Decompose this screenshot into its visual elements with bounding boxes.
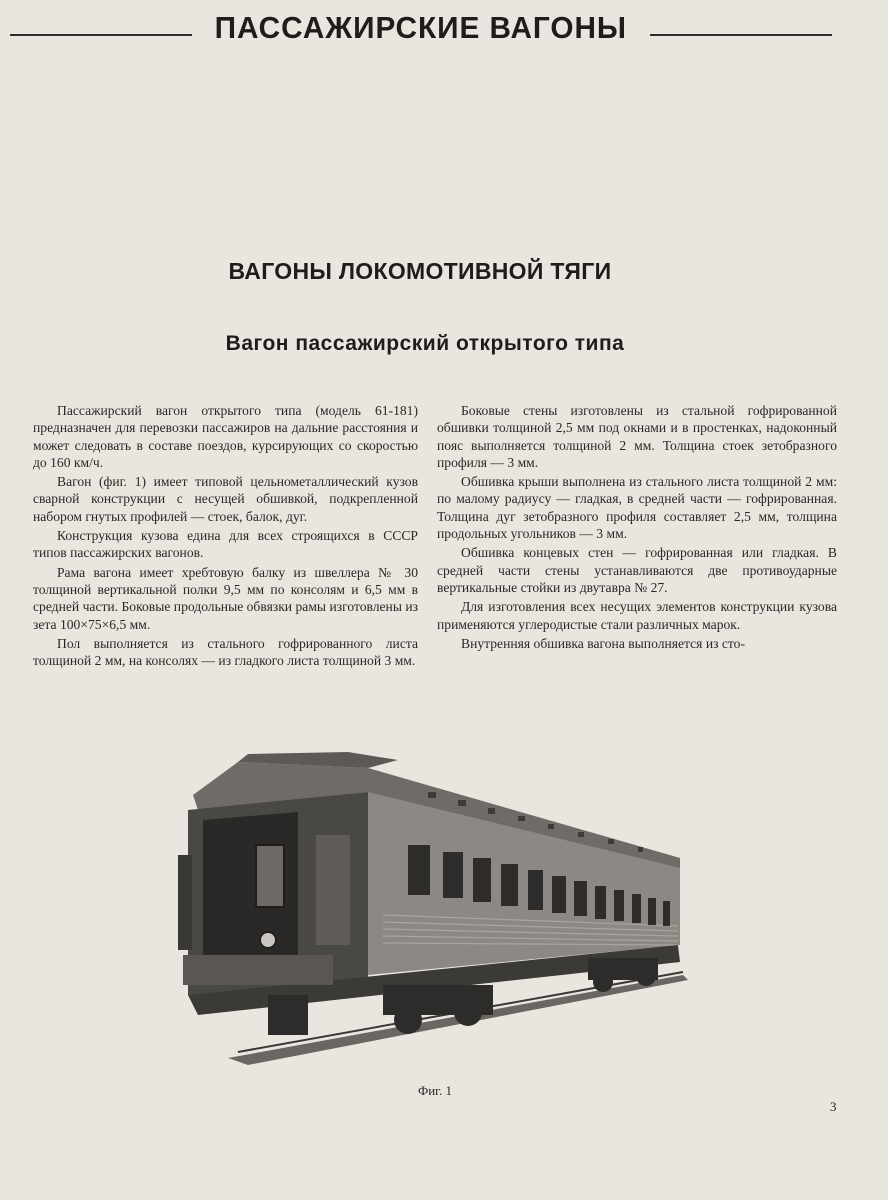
paragraph: Пол выполняется из стального гофрированного листа толщиной 2 мм, на консолях — из гладкого листа толщиной 3 мм.: [33, 635, 418, 669]
paragraph: Обшивка концевых стен — гофрированная или гладкая. В средней части стены устанавливаются две противоударные вертикальные стойки из двутавра № 27.: [437, 545, 837, 595]
paragraph: Пассажирский вагон открытого типа (модель 61-181) предназначен для перевозки пассажиров на дальние расстояния и может следовать в составе поездов, курсирующих со скоростью до 160 км/ч.: [33, 403, 418, 470]
header-rule-right: [650, 34, 832, 36]
paragraph: Вагон (фиг. 1) имеет типовой цельнометаллический кузов сварной конструкции с несущей обшивкой, подкрепленной набором гнутых профилей — стоек, балок, дуг.: [33, 474, 418, 524]
header-rule-left: [10, 34, 192, 36]
right-column: [437, 402, 837, 654]
passenger-car-photo: [168, 740, 688, 1070]
header-title: ПАССАЖИРСКИЕ ВАГОНЫ: [214, 10, 628, 45]
paragraph: Боковые стены изготовлены из стальной гофрированной обшивки толщиной 2,5 мм под окнами и в простенках, надоконный пояс выполняется толщиной 2 мм. Толщина стоек зетобразного профиля — 3 мм.: [437, 403, 837, 470]
section-title: ВАГОНЫ ЛОКОМОТИВНОЙ ТЯГИ: [228, 258, 612, 284]
figure-caption: Фиг. 1: [417, 1083, 453, 1098]
paragraph: Для изготовления всех несущих элементов конструкции кузова применяются углеродистые стали различных марок.: [437, 599, 837, 632]
subsection-title: Вагон пассажирский открытого типа: [225, 332, 625, 355]
paragraph: Конструкция кузова едина для всех строящихся в СССР типов пассажирских вагонов.: [33, 528, 418, 561]
paragraph: Внутренняя обшивка вагона выполняется из сто-: [461, 635, 745, 651]
page-header: [10, 6, 832, 50]
paragraph: Обшивка крыши выполнена из стального листа толщиной 2 мм: по малому радиусу — гладкая, в средней части — гофрированная. Толщина дуг зетобразного профиля составляет 2,5 мм, толщина продольных угольников — 3 мм.: [437, 474, 837, 542]
left-column: [33, 402, 418, 671]
paragraph: Рама вагона имеет хребтовую балку из швеллера № 30 толщиной вертикальной полки 9,5 мм по консолям и 6,5 мм в средней части. Боковые продольные обвязки рамы изготовлены из зета 100×75×6,5 мм.: [33, 564, 419, 632]
page-number: 3: [830, 1099, 837, 1114]
